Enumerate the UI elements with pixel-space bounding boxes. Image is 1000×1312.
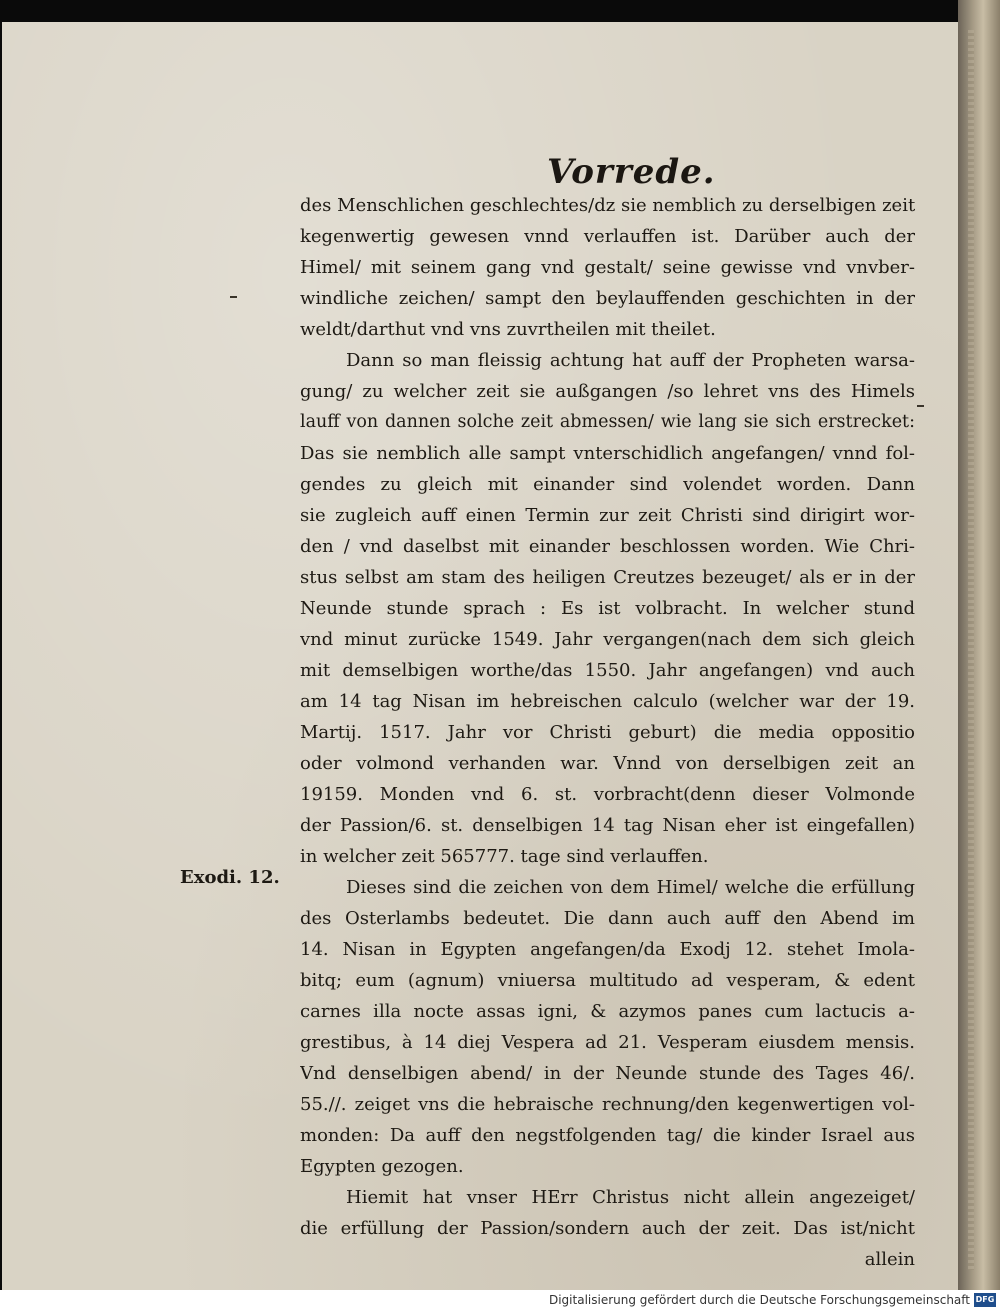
- text-line: mit demselbigen worthe/das 1550. Jahr angefangen) vnd auch: [300, 660, 915, 681]
- text-line: Dieses sind die zeichen von dem Himel/ welche die erfüllung: [346, 877, 915, 898]
- text-line: vnd minut zurücke 1549. Jahr vergangen(nach dem sich gleich: [300, 629, 915, 650]
- text-line: bitq; eum (agnum) vniuersa multitudo ad vesperam, & edent: [300, 970, 915, 991]
- text-line: Vnd denselbigen abend/ in der Neunde stunde des Tages 46/.: [300, 1063, 915, 1084]
- text-line: carnes illa nocte assas igni, & azymos panes cum lactucis a-: [300, 1001, 915, 1022]
- text-line: 19159. Monden vnd 6. st. vorbracht(denn dieser Volmonde: [300, 784, 915, 805]
- text-line: weldt/darthut vnd vns zuvrtheilen mit theilet.: [300, 319, 716, 340]
- text-line: 14. Nisan in Egypten angefangen/da Exodj 12. stehet Imola-: [300, 939, 915, 960]
- text-line: kegenwertig gewesen vnnd verlauffen ist. Darüber auch der: [300, 226, 915, 247]
- dfg-logo: DFG: [974, 1293, 996, 1307]
- text-line: Martij. 1517. Jahr vor Christi geburt) die media oppositio: [300, 722, 915, 743]
- text-line: den / vnd daselbst mit einander beschlossen worden. Wie Chri-: [300, 536, 915, 557]
- text-line: monden: Da auff den negstfolgenden tag/ die kinder Israel aus: [300, 1125, 915, 1146]
- text-line: Dann so man fleissig achtung hat auff der Propheten warsa-: [346, 350, 915, 371]
- text-line: Neunde stunde sprach : Es ist volbracht. In welcher stund: [300, 598, 915, 619]
- margin-mark: [230, 296, 237, 298]
- page-edge: [958, 0, 1000, 1290]
- footer-bar: [0, 1290, 1000, 1312]
- margin-mark: [917, 405, 924, 407]
- catchword: allein: [864, 1249, 915, 1270]
- text-line: die erfüllung der Passion/sondern auch der zeit. Das ist/nicht: [300, 1218, 915, 1239]
- text-line: Hiemit hat vnser HErr Christus nicht allein angezeiget/: [346, 1187, 915, 1208]
- text-line: lauff von dannen solche zeit abmessen/ wie lang sie sich erstrecket:: [300, 412, 915, 432]
- text-line: am 14 tag Nisan im hebreischen calculo (welcher war der 19.: [300, 691, 915, 712]
- text-line: sie zugleich auff einen Termin zur zeit Christi sind dirigirt wor-: [300, 505, 915, 526]
- text-line: 55.//. zeiget vns die hebraische rechnung/den kegenwertigen vol-: [300, 1094, 915, 1115]
- text-line: Egypten gezogen.: [300, 1156, 464, 1177]
- book-page: [2, 22, 960, 1290]
- text-line: des Osterlambs bedeutet. Die dann auch auff den Abend im: [300, 908, 915, 929]
- text-line: Das sie nemblich alle sampt vnterschidlich angefangen/ vnnd fol-: [300, 443, 915, 464]
- text-line: stus selbst am stam des heiligen Creutzes bezeuget/ als er in der: [300, 567, 915, 588]
- body-text: [300, 190, 915, 1275]
- text-line: in welcher zeit 565777. tage sind verlauffen.: [300, 846, 709, 867]
- text-line: gendes zu gleich mit einander sind volendet worden. Dann: [300, 474, 915, 495]
- text-line: oder volmond verhanden war. Vnnd von derselbigen zeit an: [300, 753, 915, 774]
- footer-credit: Digitalisierung gefördert durch die Deutsche Forschungsgemeinschaft: [548, 1293, 970, 1307]
- text-line: der Passion/6. st. denselbigen 14 tag Nisan eher ist eingefallen): [300, 815, 915, 836]
- text-line: grestibus, à 14 diej Vespera ad 21. Vesperam eiusdem mensis.: [300, 1032, 915, 1053]
- text-line: windliche zeichen/ sampt den beylauffenden geschichten in der: [300, 288, 915, 309]
- text-line: Himel/ mit seinem gang vnd gestalt/ seine gewisse vnd vnvber-: [300, 257, 915, 278]
- running-header: Vorrede.: [547, 152, 716, 192]
- margin-note: Exodi. 12.: [180, 867, 280, 888]
- text-line: des Menschlichen geschlechtes/dz sie nemblich zu derselbigen zeit: [300, 195, 915, 216]
- text-line: gung/ zu welcher zeit sie außgangen /so lehret vns des Himels: [300, 381, 915, 402]
